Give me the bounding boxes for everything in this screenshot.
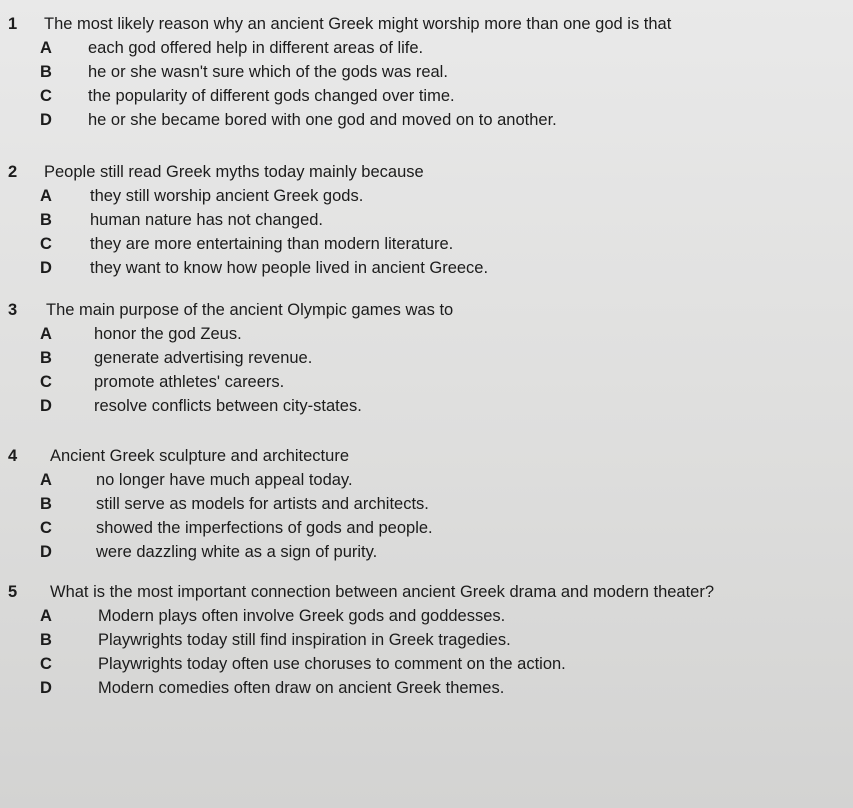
option-letter: B	[40, 349, 52, 367]
option-text: Modern plays often involve Greek gods and goddesses.	[98, 607, 506, 625]
option-text: Modern comedies often draw on ancient Greek themes.	[98, 679, 505, 697]
question-text: The main purpose of the ancient Olympic games was to	[46, 301, 454, 319]
question-number: 5	[8, 583, 18, 601]
option-letter: B	[40, 211, 52, 229]
option-text: showed the imperfections of gods and people.	[96, 519, 433, 537]
option-text: honor the god Zeus.	[94, 325, 242, 343]
option-text: were dazzling white as a sign of purity.	[96, 543, 378, 561]
option-letter: D	[40, 259, 52, 277]
option-text: the popularity of different gods changed over time.	[88, 87, 455, 105]
question-text: What is the most important connection between ancient Greek drama and modern theater?	[50, 583, 715, 601]
option-text: they are more entertaining than modern literature.	[90, 235, 454, 253]
option-letter: D	[40, 679, 52, 697]
question-text: People still read Greek myths today mainly because	[44, 163, 424, 181]
question-text: Ancient Greek sculpture and architecture	[50, 447, 349, 465]
option-letter: A	[40, 325, 52, 343]
option-text: each god offered help in different areas of life.	[88, 39, 424, 57]
option-letter: A	[40, 39, 52, 57]
option-letter: A	[40, 187, 52, 205]
option-text: promote athletes' careers.	[94, 373, 285, 391]
option-letter: D	[40, 397, 52, 415]
option-text: he or she became bored with one god and moved on to another.	[88, 111, 557, 129]
option-text: he or she wasn't sure which of the gods was real.	[88, 63, 448, 81]
option-text: still serve as models for artists and architects.	[96, 495, 429, 513]
option-letter: C	[40, 519, 52, 537]
option-letter: C	[40, 373, 52, 391]
question-number: 2	[8, 163, 18, 181]
option-text: they want to know how people lived in ancient Greece.	[90, 259, 489, 277]
option-text: they still worship ancient Greek gods.	[90, 187, 364, 205]
option-text: human nature has not changed.	[90, 211, 324, 229]
option-text: Playwrights today still find inspiration in Greek tragedies.	[98, 631, 511, 649]
question-number: 4	[8, 447, 18, 465]
option-letter: A	[40, 471, 52, 489]
option-letter: C	[40, 87, 52, 105]
option-text: resolve conflicts between city-states.	[94, 397, 362, 415]
question-text: The most likely reason why an ancient Greek might worship more than one god is that	[44, 15, 672, 33]
option-letter: A	[40, 607, 52, 625]
option-text: no longer have much appeal today.	[96, 471, 353, 489]
option-letter: B	[40, 631, 52, 649]
option-letter: C	[40, 655, 52, 673]
option-letter: D	[40, 543, 52, 561]
option-letter: B	[40, 495, 52, 513]
option-letter: D	[40, 111, 52, 129]
option-text: Playwrights today often use choruses to comment on the action.	[98, 655, 566, 673]
question-number: 1	[8, 15, 18, 33]
option-letter: B	[40, 63, 52, 81]
option-text: generate advertising revenue.	[94, 349, 313, 367]
option-letter: C	[40, 235, 52, 253]
question-number: 3	[8, 301, 18, 319]
